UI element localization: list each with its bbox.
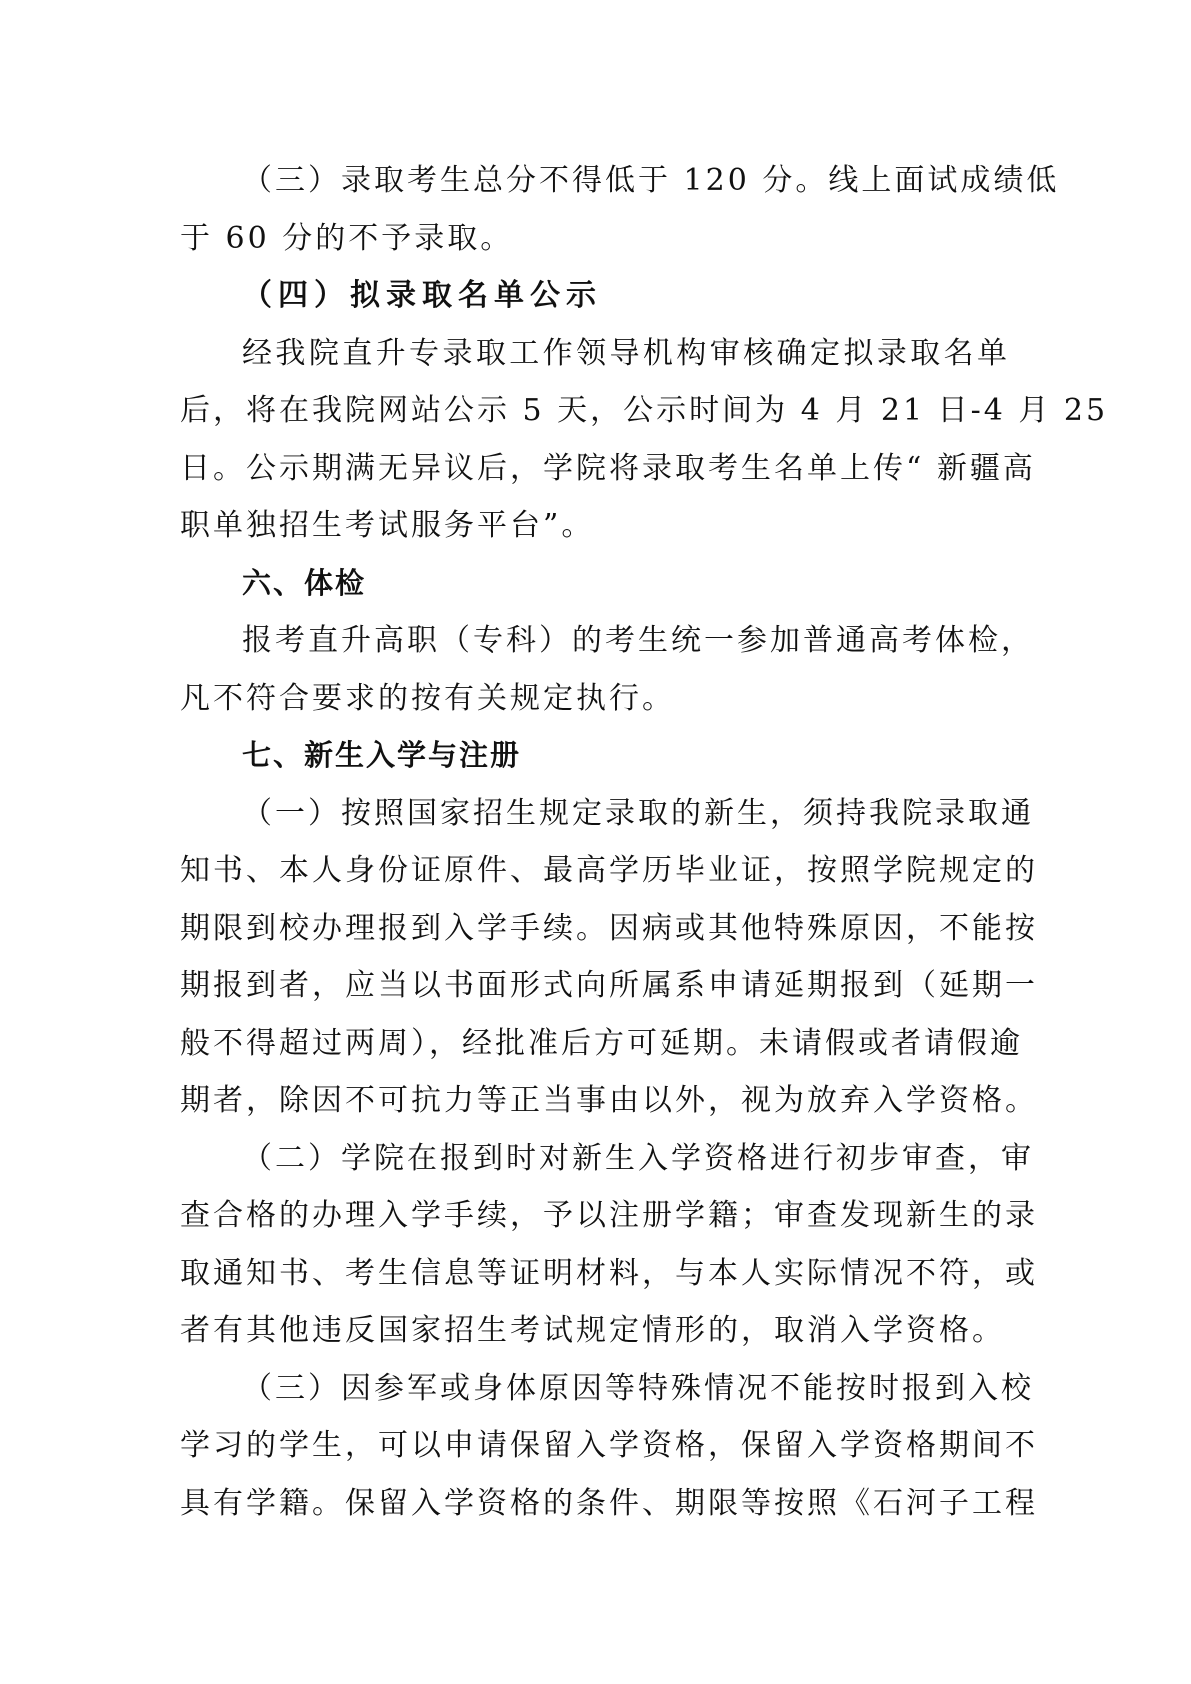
subheading-admission-list: （四）拟录取名单公示 bbox=[242, 278, 602, 313]
text-line: 取通知书、考生信息等证明材料，与本人实际情况不符，或 bbox=[180, 1255, 1038, 1291]
text-line: （二）学院在报到时对新生入学资格进行初步审查，审 bbox=[242, 1140, 1034, 1176]
text-line: （一）按照国家招生规定录取的新生，须持我院录取通 bbox=[242, 795, 1034, 831]
text-line: 般不得超过两周），经批准后方可延期。未请假或者请假逾 bbox=[180, 1025, 1023, 1061]
text-line: （三）录取考生总分不得低于 120 分。线上面试成绩低 bbox=[242, 163, 1060, 198]
section-heading-enrollment: 七、新生入学与注册 bbox=[242, 738, 522, 772]
text-line: 凡不符合要求的按有关规定执行。 bbox=[180, 680, 675, 716]
text-line: （三）因参军或身体原因等特殊情况不能按时报到入校 bbox=[242, 1370, 1034, 1406]
paragraph-enrollment-2 bbox=[180, 1130, 1038, 1360]
paragraph-enrollment-1 bbox=[180, 785, 1038, 1130]
paragraph-enrollment-3 bbox=[180, 1360, 1038, 1533]
section-heading-physical-exam: 六、体检 bbox=[242, 565, 367, 600]
text-line: 查合格的办理入学手续，予以注册学籍；审查发现新生的录 bbox=[180, 1198, 1038, 1233]
text-line: 后，将在我院网站公示 5 天，公示时间为 4 月 21 日-4 月 25 bbox=[180, 393, 1109, 428]
text-line: 期报到者，应当以书面形式向所属系申请延期报到（延期一 bbox=[180, 968, 1038, 1003]
text-line: 经我院直升专录取工作领导机构审核确定拟录取名单 bbox=[242, 335, 1010, 371]
text-line: 具有学籍。保留入学资格的条件、期限等按照《石河子工程 bbox=[180, 1485, 1038, 1521]
document-page bbox=[180, 152, 1109, 1532]
text-line: 报考直升高职（专科）的考生统一参加普通高考体检， bbox=[242, 623, 1034, 658]
paragraph-physical-exam bbox=[180, 612, 1034, 727]
text-line: 者有其他违反国家招生考试规定情形的，取消入学资格。 bbox=[180, 1313, 1005, 1348]
text-line: 职单独招生考试服务平台”。 bbox=[180, 508, 595, 543]
text-line: 知书、本人身份证原件、最高学历毕业证，按照学院规定的 bbox=[180, 853, 1038, 888]
text-line: 期者，除因不可抗力等正当事由以外，视为放弃入学资格。 bbox=[180, 1083, 1038, 1118]
text-line: 于 60 分的不予录取。 bbox=[180, 220, 514, 256]
text-line: 日。公示期满无异议后，学院将录取考生名单上传“ 新疆高 bbox=[180, 450, 1036, 486]
paragraph-admission-score bbox=[180, 152, 1060, 267]
paragraph-admission-list-publicity bbox=[180, 325, 1109, 555]
text-line: 期限到校办理报到入学手续。因病或其他特殊原因，不能按 bbox=[180, 910, 1038, 946]
text-line: 学习的学生，可以申请保留入学资格，保留入学资格期间不 bbox=[180, 1428, 1038, 1463]
